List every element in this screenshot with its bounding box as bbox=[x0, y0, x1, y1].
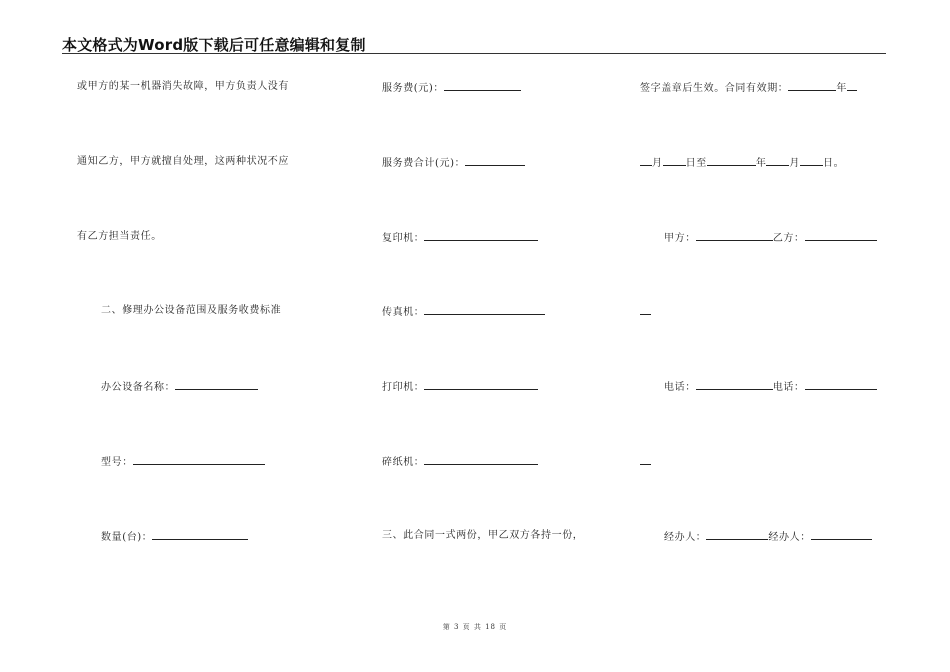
printer-blank[interactable] bbox=[424, 379, 538, 390]
party-a-blank[interactable] bbox=[696, 230, 773, 241]
validity-line bbox=[640, 80, 857, 96]
parties-continuation-blank[interactable] bbox=[640, 304, 651, 315]
section-two-heading: 二、修理办公设备范围及服务收费标准 bbox=[101, 305, 282, 316]
start-day-blank[interactable] bbox=[663, 155, 686, 166]
validity-month-start-blank[interactable] bbox=[847, 80, 857, 91]
model-blank[interactable] bbox=[133, 454, 265, 465]
end-year-label: 年 bbox=[755, 158, 767, 169]
party-b-blank[interactable] bbox=[805, 230, 877, 241]
validity-year-blank[interactable] bbox=[788, 80, 836, 91]
printer-label: 打印机： bbox=[382, 382, 425, 393]
shredder-blank[interactable] bbox=[424, 454, 538, 465]
party-a-phone-label: 电话： bbox=[664, 382, 696, 393]
validity-date-line bbox=[640, 155, 844, 171]
service-fee-total-field bbox=[382, 155, 525, 171]
header-divider bbox=[62, 53, 886, 54]
party-a-phone-blank[interactable] bbox=[696, 379, 773, 390]
phone-continuation bbox=[640, 454, 651, 470]
document-header-title: 本文格式为Word版下载后可任意编辑和复制 bbox=[62, 36, 366, 54]
end-day-label: 日。 bbox=[823, 158, 845, 169]
equipment-name-field bbox=[101, 379, 258, 395]
printer-field bbox=[382, 379, 538, 395]
service-fee-field bbox=[382, 80, 521, 96]
copier-label: 复印机： bbox=[382, 233, 425, 244]
day-to-label: 日至 bbox=[685, 158, 707, 169]
quantity-label: 数量(台)： bbox=[101, 532, 153, 543]
left-line-3: 有乙方担当责任。 bbox=[77, 231, 162, 242]
left-line-2: 通知乙方，甲方就擅自处理，这两种状况不应 bbox=[77, 156, 289, 167]
quantity-field bbox=[101, 529, 248, 545]
left-line-1: 或甲方的某一机器消失故障，甲方负责人没有 bbox=[77, 81, 289, 92]
end-month-label: 月 bbox=[789, 158, 801, 169]
fax-field bbox=[382, 304, 545, 320]
shredder-field bbox=[382, 454, 538, 470]
end-day-blank[interactable] bbox=[800, 155, 823, 166]
shredder-label: 碎纸机： bbox=[382, 457, 425, 468]
parties-line bbox=[664, 230, 877, 246]
end-year-blank[interactable] bbox=[707, 155, 756, 166]
end-month-blank[interactable] bbox=[766, 155, 789, 166]
agent-line bbox=[664, 529, 872, 545]
phone-line bbox=[664, 379, 877, 395]
start-month-blank[interactable] bbox=[640, 155, 652, 166]
month-label: 月 bbox=[652, 158, 663, 169]
service-fee-label: 服务费(元)： bbox=[382, 83, 445, 94]
service-fee-total-blank[interactable] bbox=[465, 155, 525, 166]
party-a-agent-label: 经办人： bbox=[664, 532, 707, 543]
party-b-agent-label: 经办人： bbox=[768, 532, 811, 543]
party-b-agent-blank[interactable] bbox=[811, 529, 872, 540]
service-fee-total-label: 服务费合计(元)： bbox=[382, 158, 466, 169]
equipment-name-label: 办公设备名称： bbox=[101, 382, 176, 393]
service-fee-blank[interactable] bbox=[444, 80, 521, 91]
party-b-phone-blank[interactable] bbox=[805, 379, 877, 390]
model-field bbox=[101, 454, 265, 470]
copier-blank[interactable] bbox=[424, 230, 538, 241]
phone-continuation-blank[interactable] bbox=[640, 454, 651, 465]
party-b-label: 乙方： bbox=[772, 233, 805, 244]
party-b-phone-label: 电话： bbox=[772, 382, 805, 393]
fax-label: 传真机： bbox=[382, 307, 425, 318]
copier-field bbox=[382, 230, 538, 246]
party-a-label: 甲方： bbox=[664, 233, 696, 244]
quantity-blank[interactable] bbox=[152, 529, 248, 540]
section-three-text: 三、此合同一式两份，甲乙双方各持一份， bbox=[382, 530, 584, 541]
fax-blank[interactable] bbox=[424, 304, 545, 315]
parties-continuation bbox=[640, 304, 651, 320]
year-label: 年 bbox=[836, 83, 848, 94]
page-number: 第 3 页 共 18 页 bbox=[442, 623, 508, 631]
model-label: 型号： bbox=[101, 457, 133, 468]
party-a-agent-blank[interactable] bbox=[706, 529, 768, 540]
validity-label: 签字盖章后生效。合同有效期： bbox=[640, 83, 789, 94]
equipment-name-blank[interactable] bbox=[175, 379, 258, 390]
